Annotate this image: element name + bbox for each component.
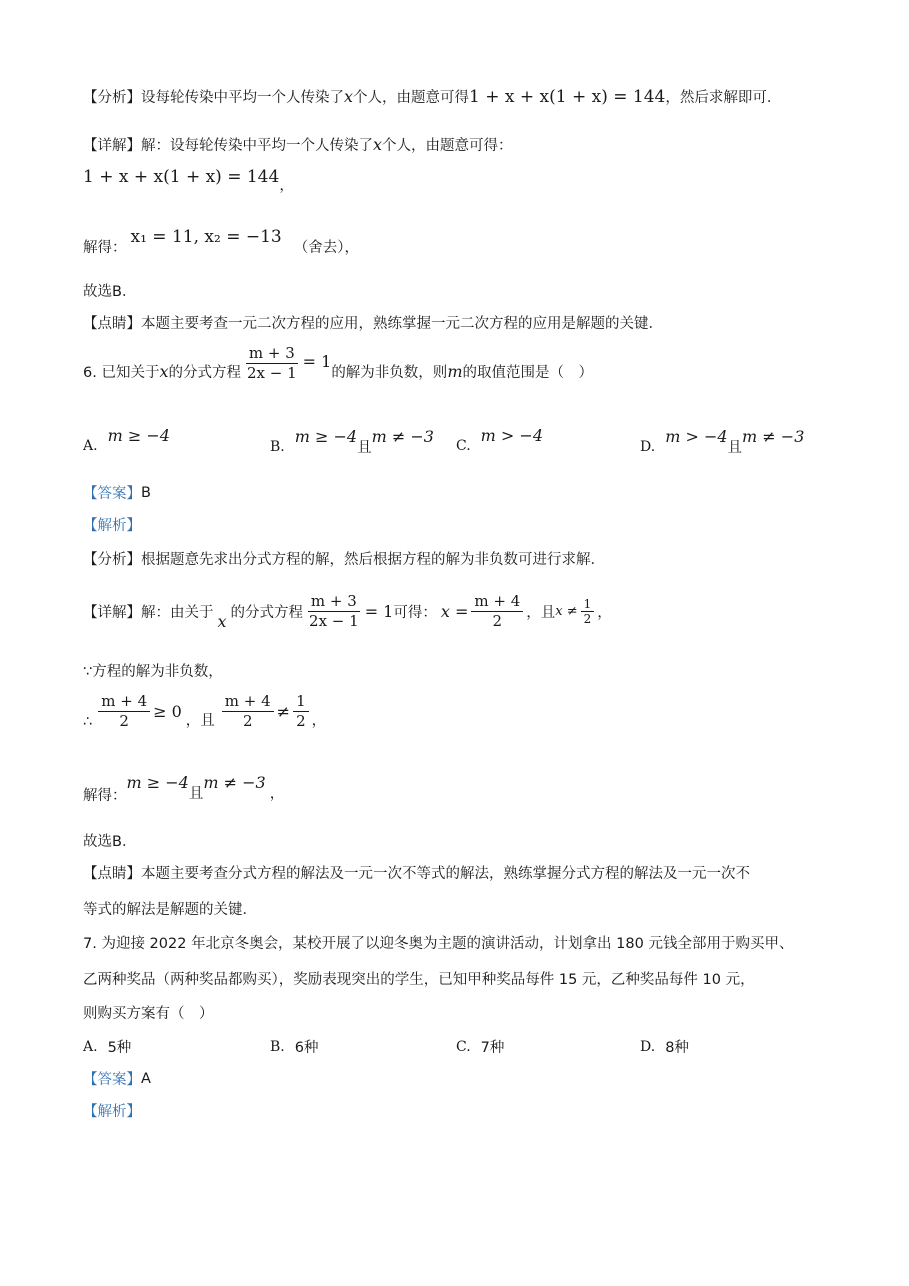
question-text: 的取值范围是（ ） xyxy=(462,365,593,381)
equation: 1 + x + x(1 + x) = 144 xyxy=(469,86,666,107)
solution-math: m ≠ −3 xyxy=(203,773,266,792)
equation-rhs: = 1 xyxy=(364,602,394,621)
answer-label: 【答案】 xyxy=(83,1072,141,1088)
answer-label: 【答案】 xyxy=(83,486,141,502)
option-text: 5种 xyxy=(107,1040,132,1056)
question-7-line2: 乙两种奖品（两种奖品都购买），奖励表现突出的学生，已知甲种奖品每件 15 元，乙种奖品每件 10 元， xyxy=(83,972,755,988)
comment-text: 本题主要考查一元二次方程的应用，熟练掌握一元二次方程的应用是解题的关键． xyxy=(141,316,663,332)
and-text: ，且 xyxy=(185,713,215,729)
because-line-q6: ∵方程的解为非负数， xyxy=(83,664,223,680)
option-letter: B. xyxy=(270,438,285,455)
fraction-denominator: 2 xyxy=(119,712,129,730)
detail-line-q5 xyxy=(83,134,513,155)
detail-text: ，且 xyxy=(526,605,556,621)
analysis-line-q5 xyxy=(83,86,781,107)
answer-value: A xyxy=(141,1070,151,1087)
solve-line-q6 xyxy=(83,772,285,804)
option-a xyxy=(83,426,170,455)
option-letter: D. xyxy=(640,1038,656,1055)
option-math: m > −4 xyxy=(665,427,728,446)
fraction-denominator: 2 xyxy=(296,712,306,730)
option-math: m ≥ −4 xyxy=(107,426,170,445)
option-math: m > −4 xyxy=(480,426,544,445)
option-letter: D. xyxy=(640,438,656,455)
not-equal-symbol: ≠ xyxy=(276,702,291,721)
answer-line-q7 xyxy=(83,1068,151,1089)
analysis-line-q6 xyxy=(83,548,605,569)
detail-text: 解：设每轮传染中平均一个人传染了 xyxy=(141,138,373,154)
option-a xyxy=(83,1036,131,1057)
option-text: 6种 xyxy=(294,1040,319,1056)
fraction xyxy=(471,592,523,631)
analysis-label: 【分析】 xyxy=(83,552,141,568)
comment-line-q5 xyxy=(83,312,663,333)
option-b xyxy=(270,427,434,457)
detail-label: 【详解】 xyxy=(83,605,141,621)
var-m: m xyxy=(447,362,463,381)
answer-line-q6 xyxy=(83,482,151,503)
detail-text: 可得： xyxy=(393,605,437,621)
solve-suffix: （舍去）， xyxy=(293,240,359,256)
option-conj: 且 xyxy=(357,440,372,456)
option-letter: C. xyxy=(456,437,471,454)
explain-label-q7: 【解析】 xyxy=(83,1104,141,1120)
comment-text: 本题主要考查分式方程的解法及一元一次不等式的解法，熟练掌握分式方程的解法及一元一次不 xyxy=(141,866,750,882)
option-letter: A. xyxy=(83,1038,98,1055)
choose-line-q6: 故选B． xyxy=(83,834,137,850)
fraction-denominator: 2x − 1 xyxy=(309,612,359,630)
option-conj: 且 xyxy=(727,440,743,456)
fraction xyxy=(581,597,595,626)
condition-lhs: x ≠ xyxy=(555,604,578,619)
analysis-text: 个人，由题意可得 xyxy=(353,90,470,106)
punctuation: ， xyxy=(279,178,294,194)
therefore-symbol: ∴ xyxy=(83,713,93,730)
option-d xyxy=(640,1036,689,1057)
solution-math: x₁ = 11, x₂ = −13 xyxy=(130,226,282,247)
equation-line-q5 xyxy=(83,166,294,194)
option-text: 8种 xyxy=(665,1040,689,1056)
analysis-text: ，然后求解即可． xyxy=(665,90,782,106)
solution-math: m ≥ −4 xyxy=(126,773,189,792)
option-math: m ≠ −3 xyxy=(742,427,805,446)
fraction-numerator: m + 3 xyxy=(308,592,360,612)
solve-line-q5 xyxy=(83,226,359,256)
detail-label: 【详解】 xyxy=(83,138,141,154)
fraction xyxy=(244,344,300,383)
punctuation: ， xyxy=(269,786,285,802)
option-letter: C. xyxy=(456,1038,471,1055)
var-x: x xyxy=(373,135,383,154)
option-b xyxy=(270,1036,318,1057)
inequality-rhs: ≥ 0 xyxy=(153,702,182,721)
fraction-numerator: 1 xyxy=(581,597,595,612)
detail-text: 解：由关于 xyxy=(141,605,214,621)
comment-line-q6 xyxy=(83,862,750,883)
detail-line-q6 xyxy=(83,592,612,631)
option-letter: A. xyxy=(83,437,98,454)
fraction-numerator: m + 4 xyxy=(471,592,523,612)
punctuation: ， xyxy=(311,713,327,729)
solve-prefix: 解得： xyxy=(83,788,127,804)
analysis-text: 根据题意先求出分式方程的解，然后根据方程的解为非负数可进行求解． xyxy=(141,552,605,568)
option-c xyxy=(456,426,544,455)
fraction xyxy=(293,692,309,731)
question-7-line1: 7. 为迎接 2022 年北京冬奥会，某校开展了以迎冬奥为主题的演讲活动，计划拿出 180 元钱全部用于购买甲、 xyxy=(83,936,794,952)
var-x: x xyxy=(344,87,354,106)
fraction-numerator: m + 4 xyxy=(98,692,150,712)
fraction-numerator: 1 xyxy=(293,692,309,712)
option-c xyxy=(456,1036,504,1057)
fraction xyxy=(222,692,274,731)
var-x: x xyxy=(217,612,227,631)
option-letter: B. xyxy=(270,1038,285,1055)
answer-value: B xyxy=(141,484,151,501)
analysis-text: 设每轮传染中平均一个人传染了 xyxy=(141,90,344,106)
fraction xyxy=(306,592,362,631)
detail-text: 的分式方程 xyxy=(230,605,304,621)
fraction-denominator: 2 xyxy=(492,612,503,630)
fraction-numerator: m + 3 xyxy=(246,344,298,364)
detail-text: 个人，由题意可得： xyxy=(382,138,513,154)
option-text: 7种 xyxy=(480,1040,505,1056)
solve-prefix: 解得： xyxy=(83,240,127,256)
equation-rhs: = 1 xyxy=(302,352,332,371)
option-d xyxy=(640,427,805,457)
comment-line-q6-cont: 等式的解法是解题的关键． xyxy=(83,902,257,918)
question-7-line3: 则购买方案有（ ） xyxy=(83,1006,214,1022)
comment-label: 【点睛】 xyxy=(83,316,141,332)
fraction-denominator: 2 xyxy=(242,712,253,730)
therefore-line-q6 xyxy=(83,692,326,731)
option-math: m ≠ −3 xyxy=(371,427,434,446)
question-text: 的解为非负数，则 xyxy=(331,365,448,381)
question-text: 的分式方程 xyxy=(168,365,241,381)
solve-conj: 且 xyxy=(188,786,204,802)
option-math: m ≥ −4 xyxy=(294,427,358,446)
punctuation: ， xyxy=(597,605,612,621)
fraction-numerator: m + 4 xyxy=(222,692,274,712)
equation: 1 + x + x(1 + x) = 144 xyxy=(83,166,280,187)
solution-lhs: x = xyxy=(440,602,469,621)
question-prefix: 6. 已知关于 xyxy=(83,365,160,381)
choose-line-q5: 故选B． xyxy=(83,284,137,300)
fraction-denominator: 2 xyxy=(583,612,592,626)
question-6 xyxy=(83,344,593,391)
explain-label-q6: 【解析】 xyxy=(83,518,141,534)
fraction-denominator: 2x − 1 xyxy=(246,364,297,382)
fraction xyxy=(98,692,150,731)
var-x: x xyxy=(159,362,169,381)
analysis-label: 【分析】 xyxy=(83,90,141,106)
comment-label: 【点睛】 xyxy=(83,866,141,882)
